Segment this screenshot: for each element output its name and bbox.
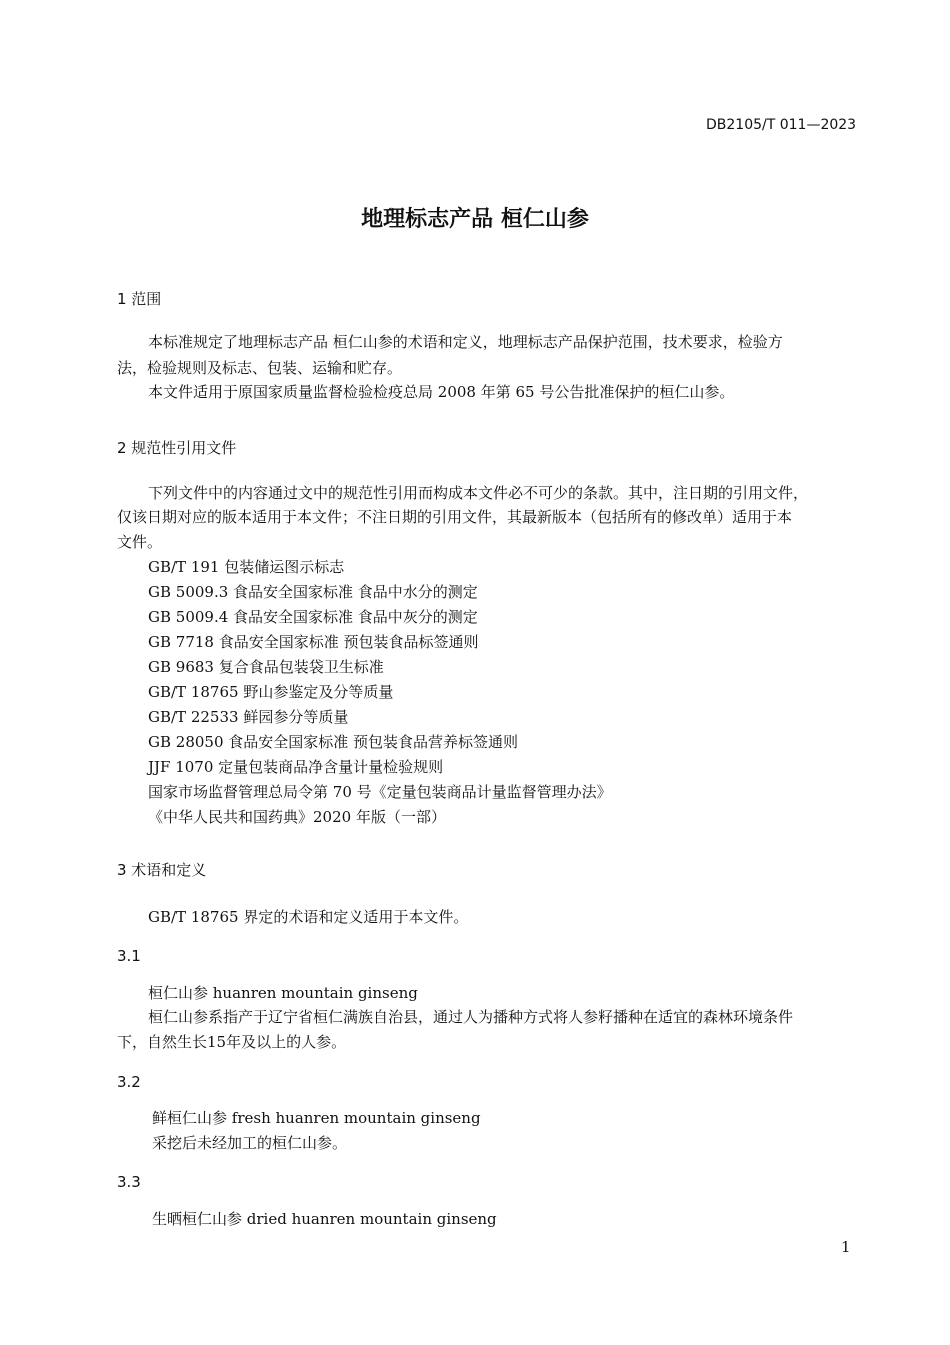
term-number: 3.3 [117, 1173, 141, 1191]
reference-item: GB 5009.3 食品安全国家标准 食品中水分的测定 [148, 583, 478, 601]
reference-item: 《中华人民共和国药典》2020 年版（一部） [148, 808, 446, 826]
reference-item: JJF 1070 定量包装商品净含量计量检验规则 [148, 758, 444, 776]
terms-intro: GB/T 18765 界定的术语和定义适用于本文件。 [148, 908, 469, 926]
reference-item: 国家市场监督管理总局令第 70 号《定量包装商品计量监督管理办法》 [148, 783, 612, 801]
references-intro-line: 仅该日期对应的版本适用于本文件；不注日期的引用文件，其最新版本（包括所有的修改单）适用于本 [117, 508, 793, 526]
section-heading-terms-definitions: 3 术语和定义 [117, 861, 207, 879]
reference-list [148, 555, 612, 830]
document-title: 地理标志产品 桓仁山参 [361, 207, 589, 232]
scope-paragraph-line: 本文件适用于原国家质量监督检验检疫总局 2008 年第 65 号公告批准保护的桓仁山参。 [148, 383, 735, 401]
term-title: 桓仁山参 huanren mountain ginseng [148, 984, 418, 1002]
section-heading-scope: 1 范围 [117, 290, 162, 308]
term-definition-line: 采挖后未经加工的桓仁山参。 [152, 1134, 348, 1152]
reference-item: GB 7718 食品安全国家标准 预包装食品标签通则 [148, 633, 479, 651]
term-number: 3.2 [117, 1073, 141, 1091]
section-heading-normative-references: 2 规范性引用文件 [117, 439, 237, 457]
scope-paragraph-line: 法，检验规则及标志、包装、运输和贮存。 [117, 359, 403, 377]
term-title: 生晒桓仁山参 dried huanren mountain ginseng [152, 1210, 497, 1228]
reference-item: GB 9683 复合食品包装袋卫生标准 [148, 658, 384, 676]
term-definition-line: 桓仁山参系指产于辽宁省桓仁满族自治县，通过人为播种方式将人参籽播种在适宜的森林环境条件 [148, 1008, 794, 1026]
document-code: DB2105/T 011—2023 [706, 117, 857, 133]
reference-item: GB 28050 食品安全国家标准 预包装食品营养标签通则 [148, 733, 519, 751]
term-definition-line: 下，自然生长15年及以上的人参。 [117, 1033, 347, 1051]
page-number: 1 [841, 1238, 851, 1256]
term-title: 鲜桓仁山参 fresh huanren mountain ginseng [152, 1109, 481, 1127]
reference-item: GB/T 22533 鲜园参分等质量 [148, 708, 349, 726]
references-intro-line: 文件。 [117, 533, 163, 551]
references-intro-line: 下列文件中的内容通过文中的规范性引用而构成本文件必不可少的条款。其中，注日期的引用文件， [148, 484, 809, 502]
scope-paragraph-line: 本标准规定了地理标志产品 桓仁山参的术语和定义，地理标志产品保护范围，技术要求，检验方 [148, 333, 783, 351]
reference-item: GB/T 18765 野山参鉴定及分等质量 [148, 683, 394, 701]
term-number: 3.1 [117, 947, 141, 965]
reference-item: GB/T 191 包装储运图示标志 [148, 558, 345, 576]
reference-item: GB 5009.4 食品安全国家标准 食品中灰分的测定 [148, 608, 478, 626]
